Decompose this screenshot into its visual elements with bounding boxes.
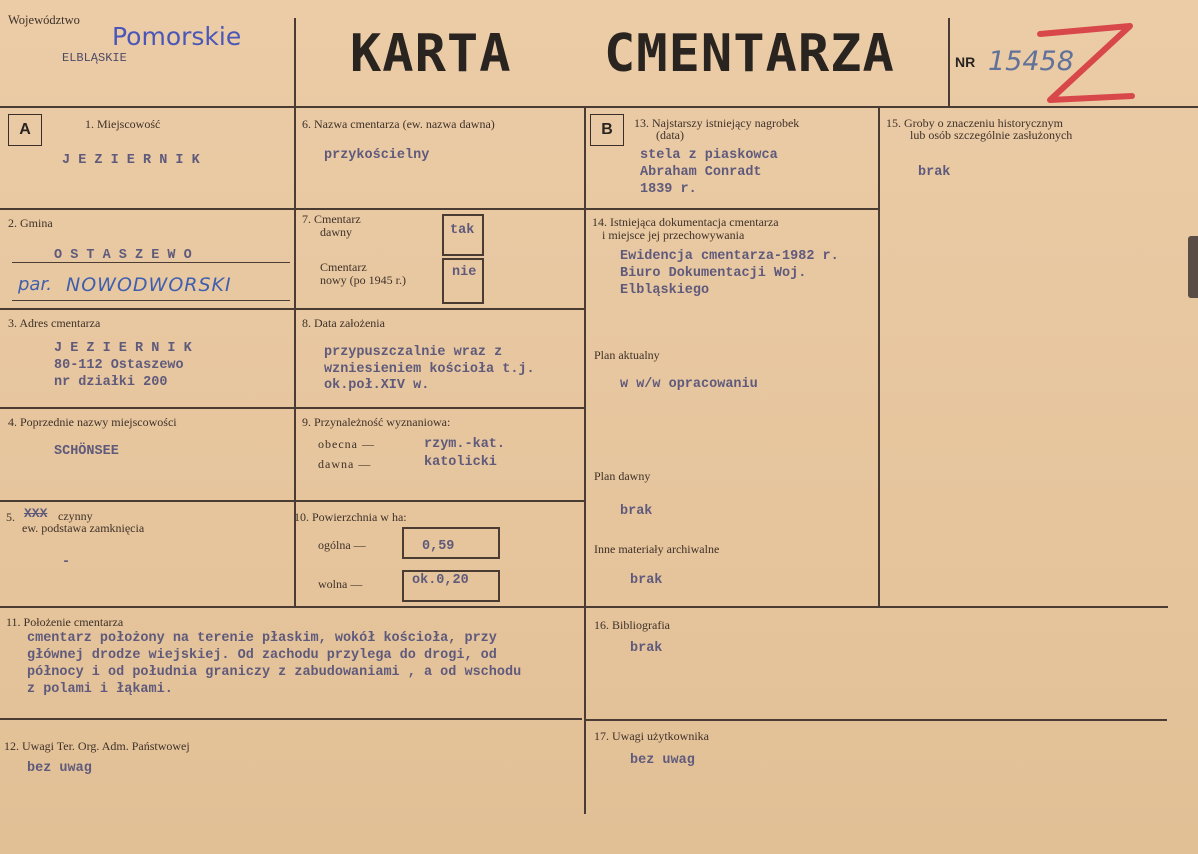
row-divider-1 [0, 208, 585, 210]
f14-plan-dawny-label: Plan dawny [594, 469, 651, 483]
f14-plan-aktualny-value: w w/w opracowaniu [620, 377, 758, 392]
f13-line3: 1839 r. [640, 182, 697, 197]
title-karta: KARTA [350, 24, 512, 84]
f6-label: 6. Nazwa cmentarza (ew. nazwa dawna) [302, 117, 495, 131]
f3-line1: J E Z I E R N I K [54, 341, 192, 356]
nr-label: NR [955, 54, 976, 70]
nr-value: 15458 [988, 46, 1074, 77]
column-divider-2 [584, 106, 586, 814]
column-divider-3 [878, 106, 880, 606]
title-cmentarza: CMENTARZA [604, 24, 895, 84]
f9-obecna-value: rzym.-kat. [424, 437, 506, 452]
f13-label1: 13. Najstarszy istniejący nagrobek [634, 116, 800, 130]
f7-value-a: tak [450, 223, 475, 238]
f7-label-b1: Cmentarz [320, 260, 367, 274]
f2-hand-value: NOWODWORSKI [66, 274, 232, 296]
f11-line3: północy i od południa graniczy z zabudowaniami , a od wschodu [27, 665, 522, 680]
f14-plan-dawny-value: brak [620, 504, 653, 519]
f2-hand-prefix: par. [18, 274, 52, 295]
f9-dawna-value: katolicki [424, 455, 497, 470]
f5-struck: XXX [24, 506, 48, 521]
f11-line1: cmentarz położony na terenie płaskim, wokół kościoła, przy [27, 631, 497, 646]
row-divider-6 [0, 718, 582, 720]
f14-plan-aktualny-label: Plan aktualny [594, 348, 660, 362]
f2-label: 2. Gmina [8, 216, 53, 230]
nr-divider [948, 18, 950, 106]
f5-label1: czynny [58, 509, 93, 523]
row-divider-2 [0, 308, 585, 310]
header-divider [0, 106, 1198, 108]
f11-line2: głównej drodze wiejskiej. Od zachodu przylega do drogi, od [27, 648, 497, 663]
f12-value: bez uwag [27, 761, 92, 776]
f9-label: 9. Przynależność wyznaniowa: [302, 415, 451, 429]
f16-label: 16. Bibliografia [594, 618, 670, 632]
f4-value: SCHÖNSEE [54, 444, 119, 459]
f14-line3: Elbląskiego [620, 283, 710, 298]
f9-obecna-label: obecna — [318, 437, 375, 451]
f2-underline-2 [12, 300, 290, 301]
f15-label1: 15. Groby o znaczeniu historycznym [886, 116, 1063, 130]
f2-value: O S T A S Z E W O [54, 248, 192, 263]
f5-value: - [62, 555, 71, 570]
edge-tab [1188, 236, 1198, 298]
f6-value: przykościelny [324, 148, 430, 163]
f14-label1: 14. Istniejąca dokumentacja cmentarza [592, 215, 779, 229]
f10-wolna-value: ok.0,20 [412, 573, 469, 588]
f8-label: 8. Data założenia [302, 316, 385, 330]
f1-label: 1. Miejscowość [85, 117, 161, 131]
f14-label2: i miejsce jej przechowywania [602, 228, 745, 242]
f5-label2: ew. podstawa zamknięcia [22, 521, 145, 535]
f10-wolna-label: wolna — [318, 577, 363, 591]
f15-value: brak [918, 165, 951, 180]
f16-value: brak [630, 641, 663, 656]
f3-line2: 80-112 Ostaszewo [54, 358, 184, 373]
f14-line1: Ewidencja cmentarza-1982 r. [620, 249, 839, 264]
f13-line1: stela z piaskowca [640, 148, 778, 163]
f10-label: 10. Powierzchnia w ha: [294, 510, 407, 524]
row-divider-3 [0, 407, 585, 409]
f7-label-a1: 7. Cmentarz [302, 212, 361, 226]
row-divider-5 [0, 606, 1168, 608]
f15-label2: lub osób szczególnie zasłużonych [910, 128, 1073, 142]
f1-value: J E Z I E R N I K [62, 153, 200, 168]
f10-ogolna-value: 0,59 [422, 539, 455, 554]
section-b-letter: B [590, 114, 624, 146]
f13-label2: (data) [656, 128, 684, 142]
f7-label-a2: dawny [320, 225, 352, 239]
f11-label: 11. Położenie cmentarza [6, 615, 124, 629]
row-divider-4 [0, 500, 585, 502]
f9-dawna-label: dawna — [318, 457, 372, 471]
f14-inne-label: Inne materiały archiwalne [594, 542, 720, 556]
f4-label: 4. Poprzednie nazwy miejscowości [8, 415, 177, 429]
z-mark-icon [1030, 20, 1140, 110]
wojewodztwo-stamp: Pomorskie [112, 22, 242, 51]
f17-label: 17. Uwagi użytkownika [594, 729, 709, 743]
row-divider-b [585, 208, 879, 210]
f7-value-b: nie [452, 265, 477, 280]
f8-line3: ok.poł.XIV w. [324, 378, 430, 393]
f8-line2: wzniesieniem kościoła t.j. [324, 362, 535, 377]
f5-number: 5. [6, 510, 15, 524]
f3-line3: nr działki 200 [54, 375, 168, 390]
f14-inne-value: brak [630, 573, 663, 588]
f11-line4: z polami i łąkami. [27, 682, 173, 697]
row-divider-7 [585, 719, 1167, 721]
section-a-letter: A [8, 114, 42, 146]
f14-line2: Biuro Dokumentacji Woj. [620, 266, 807, 281]
f3-label: 3. Adres cmentarza [8, 316, 101, 330]
f7-label-b2: nowy (po 1945 r.) [320, 273, 406, 287]
wojewodztwo-typed: ELBLĄSKIE [62, 51, 127, 65]
f10-ogolna-label: ogólna — [318, 538, 366, 552]
wojewodztwo-label: Województwo [8, 13, 80, 27]
f8-line1: przypuszczalnie wraz z [324, 345, 503, 360]
f17-value: bez uwag [630, 753, 695, 768]
f12-label: 12. Uwagi Ter. Org. Adm. Państwowej [4, 739, 190, 753]
f13-line2: Abraham Conradt [640, 165, 762, 180]
